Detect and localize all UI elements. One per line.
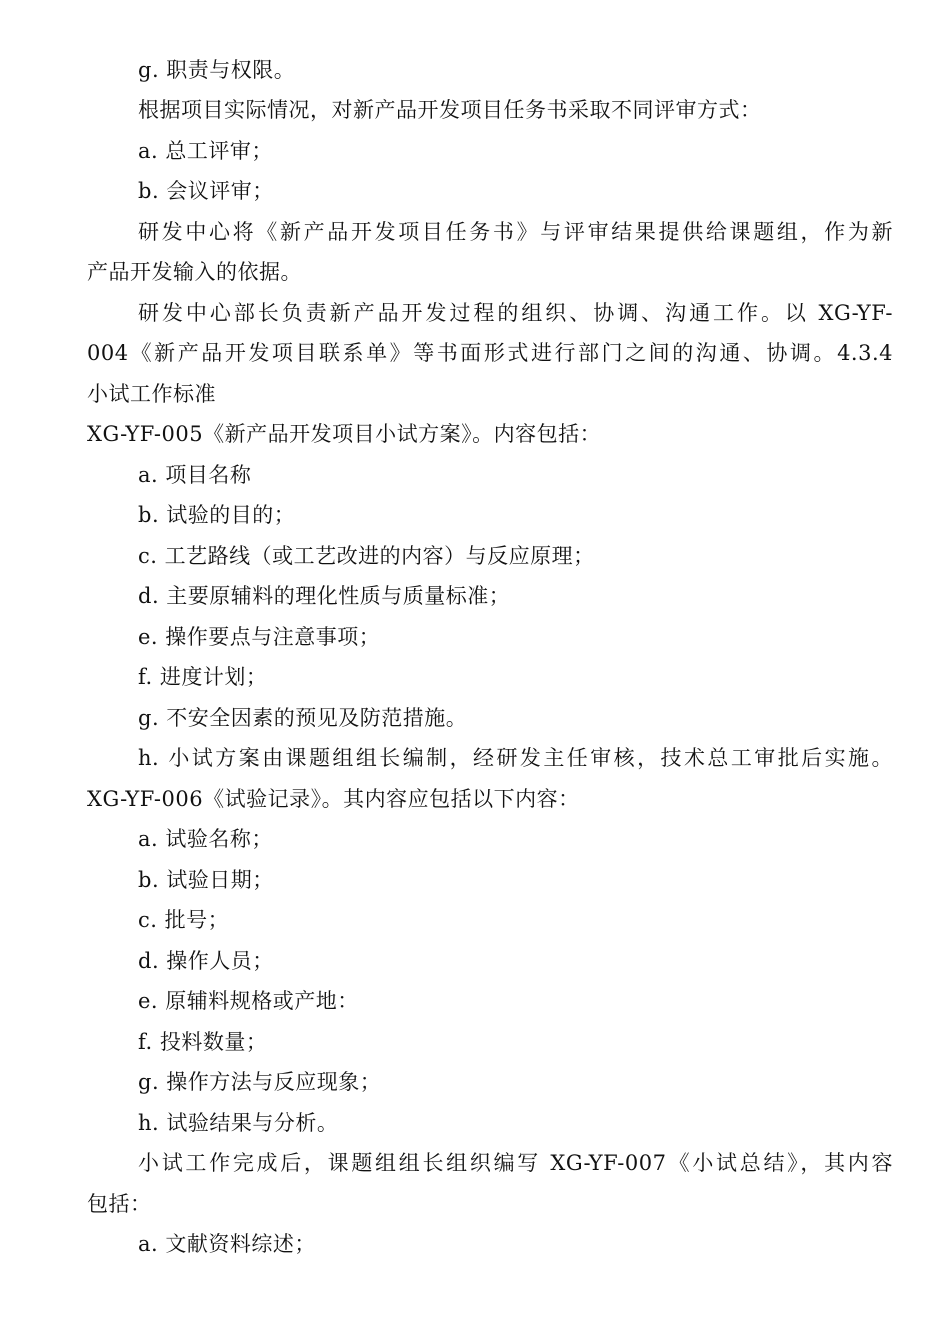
list-item: d. 操作人员； <box>138 949 274 973</box>
text-line: b. 会议评审； <box>138 179 274 203</box>
text-line: 包括： <box>87 1192 152 1216</box>
text-line: g. 职责与权限。 <box>138 58 296 82</box>
text-line: 小试工作完成后，课题组组长组织编写 XG-YF-007《小试总结》，其内容 <box>138 1151 893 1175</box>
text-line: 根据项目实际情况，对新产品开发项目任务书采取不同评审方式： <box>138 98 762 122</box>
list-item: a. 项目名称 <box>138 463 252 487</box>
list-item: h. 试验结果与分析。 <box>138 1111 339 1135</box>
list-item: f. 投料数量； <box>138 1030 268 1054</box>
list-item: a. 试验名称； <box>138 827 273 851</box>
list-item: e. 原辅料规格或产地： <box>138 989 359 1013</box>
list-item: c. 工艺路线（或工艺改进的内容）与反应原理； <box>138 544 595 568</box>
list-item: b. 试验日期； <box>138 868 274 892</box>
text-line: XG-YF-005《新产品开发项目小试方案》。内容包括： <box>87 422 602 446</box>
text-line: 研发中心将《新产品开发项目任务书》与评审结果提供给课题组，作为新 <box>138 220 893 244</box>
list-item: h. 小试方案由课题组组长编制，经研发主任审核，技术总工审批后实施。 <box>138 746 893 770</box>
list-item: a. 文献资料综述； <box>138 1232 316 1256</box>
list-item: g. 操作方法与反应现象； <box>138 1070 382 1094</box>
text-line: a. 总工评审； <box>138 139 273 163</box>
list-item: d. 主要原辅料的理化性质与质量标准； <box>138 584 511 608</box>
list-item: g. 不安全因素的预见及防范措施。 <box>138 706 468 730</box>
text-line: 研发中心部长负责新产品开发过程的组织、协调、沟通工作。以 XG-YF- <box>138 301 893 325</box>
list-item: b. 试验的目的； <box>138 503 296 527</box>
list-item: c. 批号； <box>138 908 230 932</box>
text-line: 产品开发输入的依据。 <box>87 260 302 284</box>
list-item: f. 进度计划； <box>138 665 268 689</box>
text-line: XG-YF-006《试验记录》。其内容应包括以下内容： <box>87 787 580 811</box>
text-line: 004《新产品开发项目联系单》等书面形式进行部门之间的沟通、协调。4.3.4 <box>87 341 893 365</box>
list-item: e. 操作要点与注意事项； <box>138 625 381 649</box>
section-heading: 小试工作标准 <box>87 382 216 406</box>
